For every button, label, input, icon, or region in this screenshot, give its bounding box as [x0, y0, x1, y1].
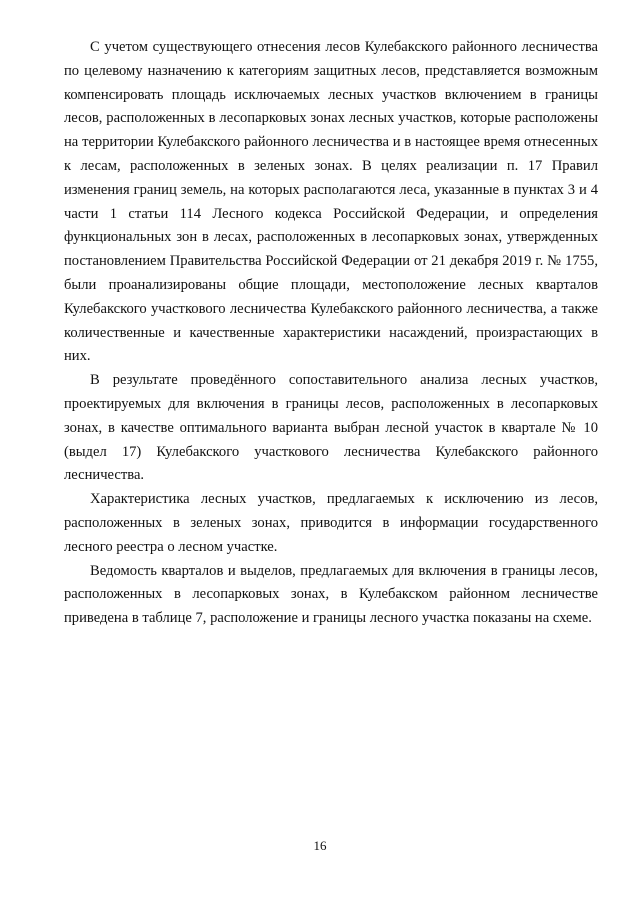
page-number: 16 [313, 838, 327, 853]
paragraph-statement-table: Ведомость кварталов и выделов, предлагаемых для включения в границы лесов, расположенных в лесопарковых зонах, в Кулебакском районном лесничестве приведена в таблице 7, расположение и границы лесного участка показаны на схеме. [64, 562, 598, 627]
paragraph-analysis-result: В результате проведённого сопоставительного анализа лесных участков, проектируемых для включения в границы лесов, расположенных в лесопарковых зонах, в качестве оптимального варианта выбран лесной участок в квартале № 10 (выдел 17) Кулебакского участкового лесничества Кулебакского районного лесничества. [64, 372, 598, 484]
paragraph-characteristics: Характеристика лесных участков, предлагаемых к исключению из лесов, расположенных в зеленых зонах, приводится в информации государственного лесного реестра о лесном участке. [64, 491, 598, 555]
body-text [64, 36, 598, 631]
paragraph-compensation-rationale: С учетом существующего отнесения лесов Кулебакского районного лесничества по целевому назначению к категориям защитных лесов, представляется возможным компенсировать площадь исключаемых лесных участков включением в границы лесов, расположенных в лесопарковых зонах лесных участков, которые расположены на территории Кулебакского районного лесничества и в настоящее время отнесенных к лесам, расположенных в зеленых зонах. В целях реализации п. 17 Правил изменения границ земель, на которых располагаются леса, указанные в пунктах 3 и 4 части 1 статьи 114 Лесного кодекса Российской Федерации, и определения функциональных зон в лесах, расположенных в лесопарковых зонах, утвержденных постановлением Правительства Российской Федерации от 21 декабря 2019 г. № 1755, были проанализированы общие площади, местоположение лесных кварталов Кулебакского участкового лесничества Кулебакского районного лесничества, а также количественные и качественные характеристики насаждений, произрастающих в них. [64, 39, 598, 365]
